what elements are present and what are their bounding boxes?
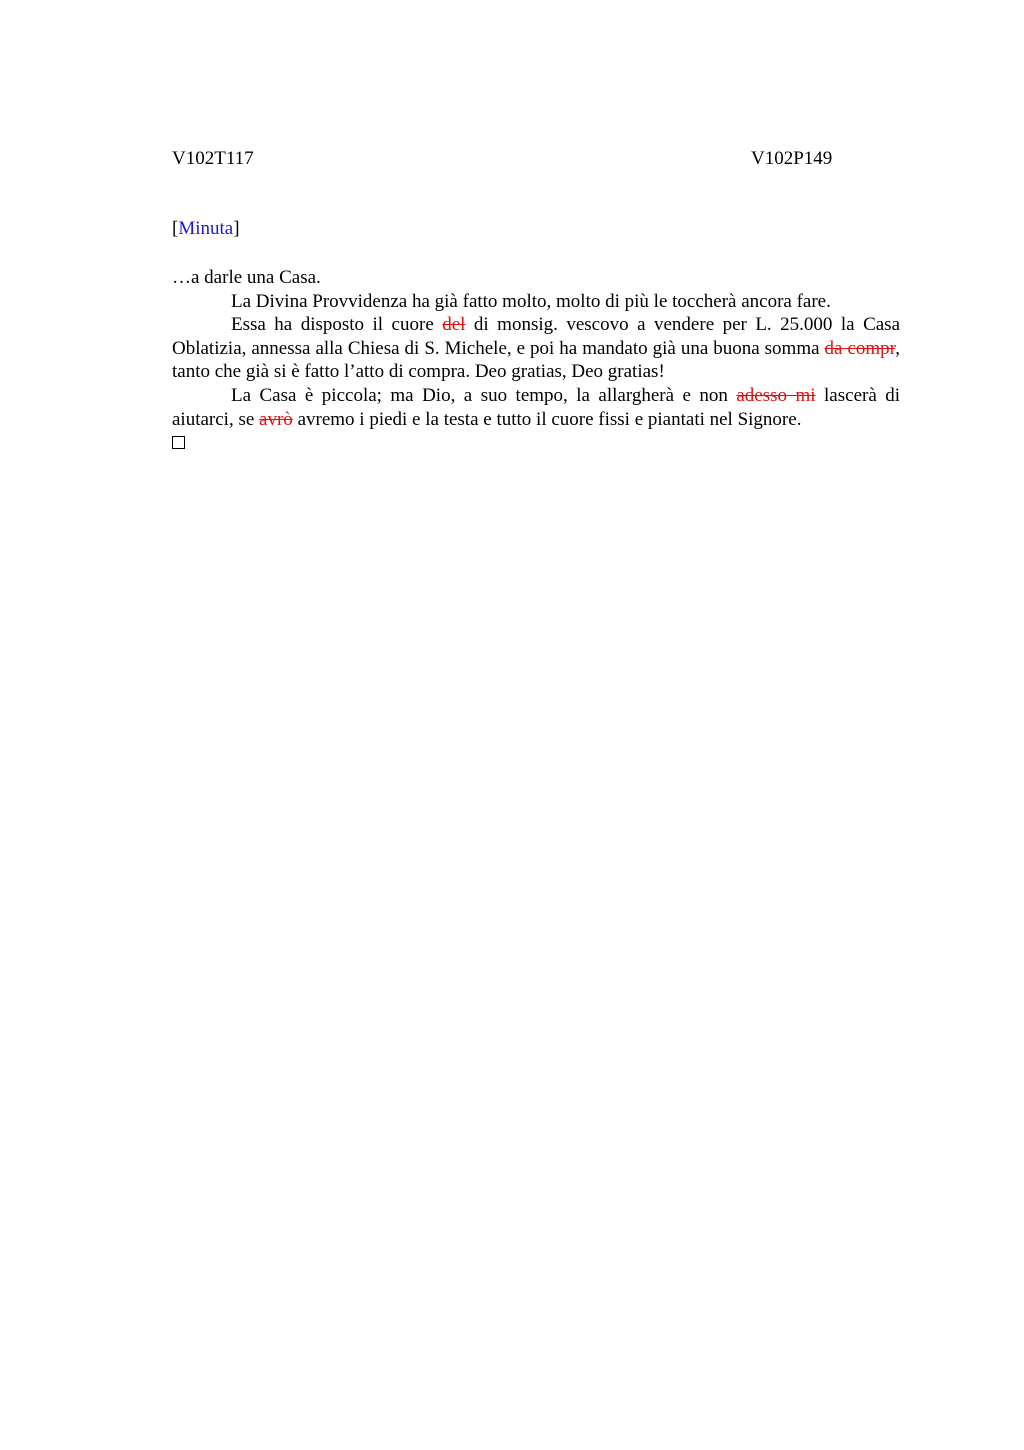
deleted-text: adesso mi [736, 384, 816, 406]
document-type-label [172, 218, 240, 240]
paragraph-2 [172, 313, 900, 384]
label-bracket-close: ] [233, 218, 240, 239]
document-code-right: V102P149 [751, 148, 833, 169]
deleted-text: avrò [259, 408, 293, 430]
paragraph-opening: …a darle una Casa. [172, 267, 321, 288]
label-text: Minuta [178, 218, 234, 239]
text-segment: Essa ha disposto il cuore [231, 314, 443, 336]
paragraph-1: La Divina Provvidenza ha già fatto molto, molto di più le toccherà ancora fare. [231, 290, 831, 312]
header-row [172, 148, 900, 172]
text-segment: lascerà di aiutarci, se [172, 384, 901, 430]
text-segment: avremo i piedi e la testa e tutto il cuore fissi e piantati nel Signore. [292, 408, 802, 430]
paragraph-3 [172, 384, 900, 431]
document-code-left: V102T117 [172, 148, 254, 169]
text-segment: La Casa è piccola; ma Dio, a suo tempo, la allargherà e non [231, 384, 737, 406]
text-segment: , tanto che già si è fatto l’atto di compra. Deo gratias, Deo gratias! [172, 337, 900, 383]
end-marker-line [172, 431, 900, 455]
letter-body [172, 266, 900, 455]
text-segment: di monsig. vescovo a vendere per L. 25.000 la Casa Oblatizia, annessa alla Chiesa di S. Michele, e poi ha mandato già una buona somma [172, 314, 901, 359]
end-square-icon [172, 436, 185, 449]
deleted-text: del [442, 314, 466, 336]
label-bracket-open: [ [172, 218, 179, 239]
deleted-text: da compr [824, 337, 896, 359]
